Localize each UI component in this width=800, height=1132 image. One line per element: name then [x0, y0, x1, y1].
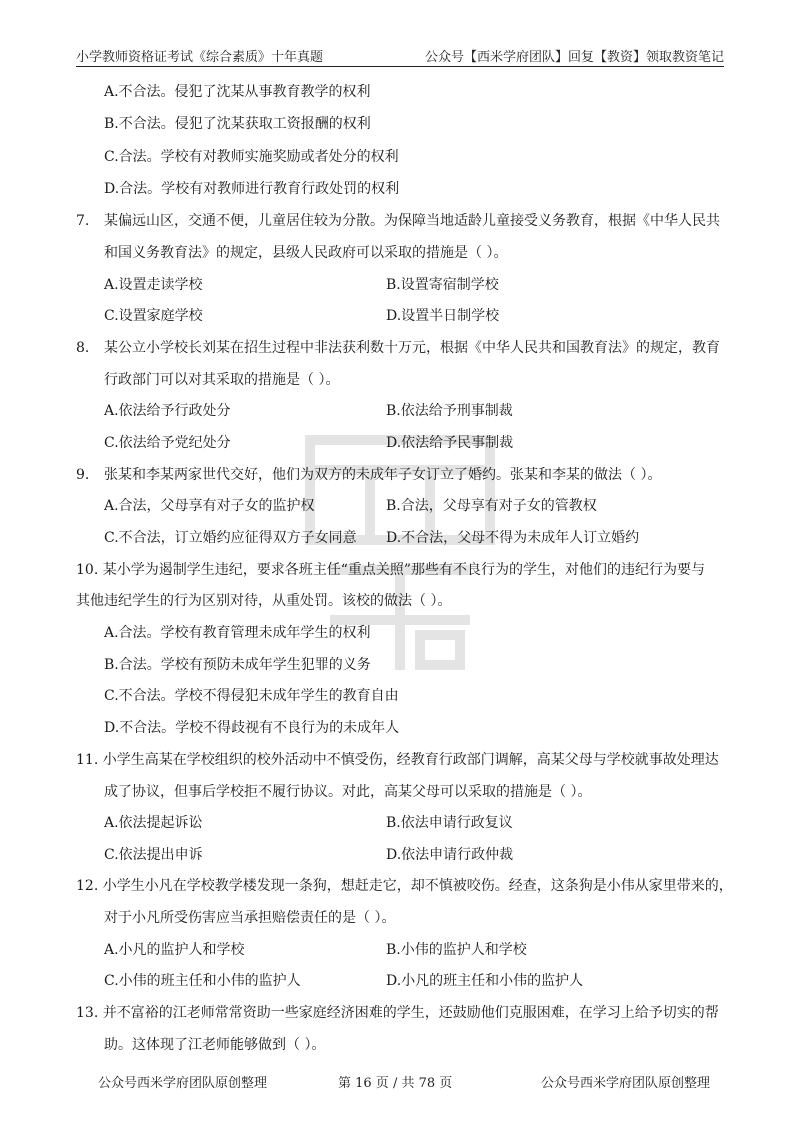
- q7-number: 7.: [76, 213, 90, 229]
- q8-stem-line2: 行政部门可以对其采取的措施是（ ）。: [104, 372, 340, 388]
- q12-stem-line2: 对于小凡所受伤害应当承担赔偿责任的是（ ）。: [104, 910, 396, 926]
- q7-option-b: B.设置寄宿制学校: [386, 277, 499, 293]
- q10-option-a: A.合法。学校有教育管理未成年学生的权利: [104, 625, 371, 641]
- q6-option-a: A.不合法。侵犯了沈某从事教育教学的权利: [104, 84, 371, 100]
- q9-option-a: A.合法，父母享有对子女的监护权: [104, 498, 315, 514]
- q7-option-d: D.设置半日制学校: [386, 308, 500, 324]
- q9-option-d: D.不合法，父母不得为未成年人订立婚约: [386, 530, 640, 546]
- q11-option-c: C.依法提出申诉: [104, 847, 203, 863]
- q9-option-b: B.合法，父母享有对子女的管教权: [386, 498, 597, 514]
- q11-stem-line2: 成了协议，但事后学校拒不履行协议。对此，高某父母可以采取的措施是（ ）。: [104, 784, 592, 800]
- q13-stem-line1: 13. 并不富裕的江老师常常资助一些家庭经济困难的学生，还鼓励他们克服困难，在学习上给予切实的帮: [76, 1005, 719, 1021]
- q7-option-a: A.设置走读学校: [104, 277, 203, 293]
- q12-option-d: D.小凡的班主任和小伟的监护人: [386, 973, 584, 989]
- q8-option-a: A.依法给予行政处分: [104, 403, 231, 419]
- q10-option-b: B.合法。学校有预防未成年学生犯罪的义务: [104, 657, 371, 673]
- q11-stem-line1: 11. 小学生高某在学校组织的校外活动中不慎受伤，经教育行政部门调解，高某父母与学校就事故处理达: [76, 752, 719, 768]
- q8-option-d: D.依法给予民事制裁: [386, 435, 514, 451]
- q12-stem-line1: 12. 小学生小凡在学校教学楼发现一条狗，想赶走它，却不慎被咬伤。经查，这条狗是小伟从家里带来的，: [76, 878, 733, 894]
- q11-option-a: A.依法提起诉讼: [104, 815, 203, 831]
- q10-stem-line1: 10. 某小学为遏制学生违纪，要求各班主任“重点关照”那些有不良行为的学生，对他们的违纪行为要与: [76, 562, 706, 578]
- q12-option-a: A.小凡的监护人和学校: [104, 942, 245, 958]
- q10-stem-line2: 其他违纪学生的行为区别对待，从重处罚。该校的做法（ ）。: [76, 593, 452, 609]
- q8-number: 8.: [76, 340, 90, 356]
- q6-option-b: B.不合法。侵犯了沈某获取工资报酬的权利: [104, 116, 371, 132]
- q9-stem-line1: 张某和李某两家世代交好，他们为双方的未成年子女订立了婚约。张某和李某的做法（ ）。: [104, 467, 662, 483]
- q7-stem-line2: 和国义务教育法》的规定，县级人民政府可以采取的措施是（ ）。: [104, 245, 508, 261]
- header-promo: 公众号【西米学府团队】回复【教资】领取教资笔记: [424, 50, 724, 65]
- q7-stem-line1: 某偏远山区，交通不便，儿童居住较为分散。为保障当地适龄儿童接受义务教育，根据《中华人民共: [104, 213, 720, 229]
- q7-option-c: C.设置家庭学校: [104, 308, 203, 324]
- q12-option-c: C.小伟的班主任和小伟的监护人: [104, 973, 301, 989]
- q8-option-b: B.依法给予刑事制裁: [386, 403, 513, 419]
- page-number: 第 16 页 / 共 78 页: [338, 1076, 453, 1091]
- q13-stem-line2: 助。这体现了江老师能够做到（ ）。: [104, 1037, 326, 1053]
- q10-option-d: D.不合法。学校不得歧视有不良行为的未成年人: [104, 720, 400, 736]
- page-header: [76, 44, 724, 67]
- q9-option-c: C.不合法，订立婚约应征得双方子女同意: [104, 530, 357, 546]
- header-title: 小学教师资格证考试《综合素质》十年真题: [76, 50, 324, 65]
- q6-option-d: D.合法。学校有对教师进行教育行政处罚的权利: [104, 181, 400, 197]
- q11-option-b: B.依法申请行政复议: [386, 815, 513, 831]
- q8-option-c: C.依法给予党纪处分: [104, 435, 231, 451]
- q6-option-c: C.合法。学校有对教师实施奖励或者处分的权利: [104, 149, 399, 165]
- q9-number: 9.: [76, 467, 90, 483]
- q11-option-d: D.依法申请行政仲裁: [386, 847, 514, 863]
- q8-stem-line1: 某公立小学校长刘某在招生过程中非法获利数十万元，根据《中华人民共和国教育法》的规定，教育: [104, 340, 720, 356]
- q10-option-c: C.不合法。学校不得侵犯未成年学生的教育自由: [104, 688, 399, 704]
- q12-option-b: B.小伟的监护人和学校: [386, 942, 527, 958]
- footer-right: 公众号西米学府团队原创整理: [540, 1076, 710, 1091]
- footer-left: 公众号西米学府团队原创整理: [98, 1076, 268, 1091]
